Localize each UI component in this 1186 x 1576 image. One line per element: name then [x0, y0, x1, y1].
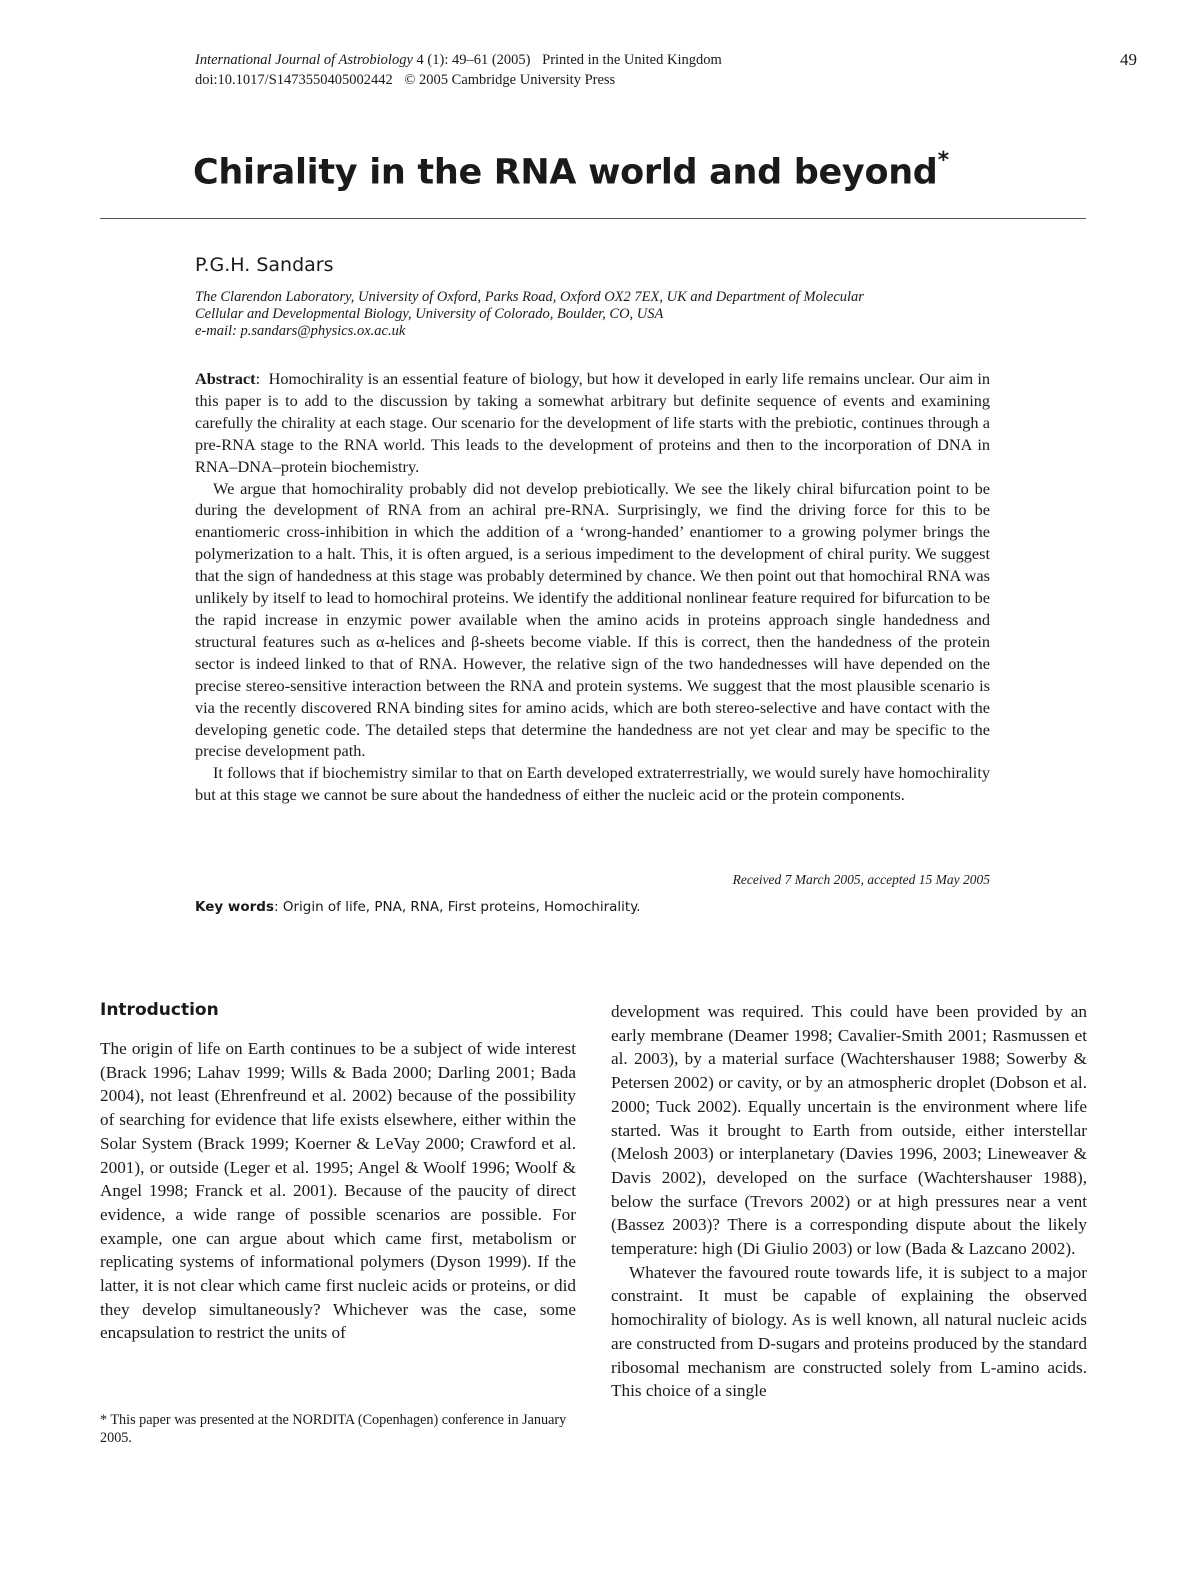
intro-paragraph-2: Whatever the favoured route towards life, it is subject to a major constraint. It must be capable of explaining the observed homochirality of biology. As is well known, all natural nucleic acids are constructed from D-sugars and proteins produced by the standard ribosomal mechanism are constructed solely from L-amino acids. This choice of a single — [611, 1262, 1087, 1401]
doi: doi:10.1017/S1473550405002442 — [195, 72, 393, 88]
title-footnote-mark: * — [937, 148, 949, 173]
abstract-paragraph-3: It follows that if biochemistry similar to that on Earth developed extraterrestrially, we would surely have homochirality but at this stage we cannot be sure about the handedness of either the nucleic acid or the protein components. — [195, 763, 990, 805]
footnote: * This paper was presented at the NORDITA (Copenhagen) conference in January 2005. — [100, 1412, 567, 1446]
header-line-1 — [195, 50, 722, 70]
abstract-paragraph-1: Abstract: Homochirality is an essential feature of biology, but how it developed in early life remains unclear. Our aim in this paper is to add to the discussion by taking a somewhat arbitrary but definite sequence of events and examining carefully the chirality at each stage. Our scenario for the development of life starts with the prebiotic, continues through a pre-RNA stage to the RNA world. This leads to the development of proteins and then to the incorporation of DNA in RNA–DNA–protein biochemistry. — [195, 369, 990, 476]
affiliation-line-2: Cellular and Developmental Biology, University of Colorado, Boulder, CO, USA — [195, 306, 664, 322]
affiliation-line-1: The Clarendon Laboratory, University of Oxford, Parks Road, Oxford OX2 7EX, UK and Department of Molecular — [195, 289, 864, 305]
body-column-right — [611, 1000, 1087, 1403]
abstract — [195, 368, 990, 806]
header-line-2 — [195, 70, 722, 90]
intro-paragraph-1-continued: development was required. This could have been provided by an early membrane (Deamer 1998; Cavalier-Smith 2001; Rasmussen et al. 2003), by a material surface (Wachtershauser 1988; Sowerby & Petersen 2002) or cavity, or by an atmospheric droplet (Dobson et al. 2000; Tuck 2002). Equally uncertain is the environment where life started. Was it brought to Earth from outside, either interstellar (Melosh 2003) or interplanetary (Davies 1996, 2003; Lineweaver & Davis 2002), developed on the surface (Wachtershauser 1988), below the surface (Trevors 2002) or at high pressures near a vent (Bassez 2003)? There is a corresponding dispute about the likely temperature: high (Di Giulio 2003) or low (Bada & Lazcano 2002). — [611, 1002, 1087, 1259]
paper-title-text: Chirality in the RNA world and beyond — [193, 152, 938, 193]
journal-citation: 4 (1): 49–61 (2005) — [416, 52, 531, 68]
running-header — [195, 50, 722, 90]
abstract-label: Abstract — [195, 369, 256, 388]
received-dates: Received 7 March 2005, accepted 15 May 2005 — [732, 872, 990, 887]
author-email: e-mail: p.sandars@physics.ox.ac.uk — [195, 323, 406, 339]
page-number: 49 — [1120, 50, 1137, 69]
author-name: P.G.H. Sandars — [195, 254, 334, 276]
journal-name: International Journal of Astrobiology — [195, 52, 413, 68]
section-heading-introduction: Introduction — [100, 1000, 219, 1020]
abstract-text-1: Homochirality is an essential feature of biology, but how it developed in early life remains unclear. Our aim in this paper is to add to the discussion by taking a somewhat arbitrary but definite sequence of events and examining carefully the chirality at each stage. Our scenario for the development of life starts with the prebiotic, continues through a pre-RNA stage to the RNA world. This leads to the development of proteins and then to the incorporation of DNA in RNA–DNA–protein biochemistry. — [195, 369, 990, 476]
author-affiliation — [195, 289, 995, 340]
copyright: © 2005 Cambridge University Press — [404, 72, 616, 88]
body-column-left — [100, 1037, 576, 1345]
abstract-paragraph-2: We argue that homochirality probably did not develop prebiotically. We see the likely chiral bifurcation point to be during the development of RNA from an achiral pre-RNA. Surprisingly, we find the driving force for this to be enantiomeric cross-inhibition in which the addition of a ‘wrong-handed’ enantiomer to a growing polymer brings the polymerization to a halt. This, it is often argued, is a serious impediment to the development of chiral purity. We suggest that the sign of handedness at this stage was probably determined by chance. We then point out that homochiral RNA was unlikely by itself to lead to homochiral proteins. We identify the additional nonlinear feature required for bifurcation to be the rapid increase in enzymic power available when the amino acids in proteins approach single handedness and structural features such as α-helices and β-sheets become viable. If this is correct, then the handedness of the protein sector is indeed linked to that of RNA. However, the relative sign of the two handednesses will have depended on the precise stereo-sensitive interaction between the RNA and protein systems. We suggest that the most plausible scenario is via the recently discovered RNA binding sites for amino acids, which are both stereo-selective and have contact with the developing genetic code. The detailed steps that determine the handedness are not yet clear and may be specific to the precise development path. — [195, 478, 990, 761]
title-rule — [100, 218, 1086, 219]
intro-paragraph-1: The origin of life on Earth continues to be a subject of wide interest (Brack 1996; Lahav 1999; Wills & Bada 2000; Darling 2001; Bada 2004), not least (Ehrenfreund et al. 2002) because of the possibility of searching for evidence that life exists elsewhere, either within the Solar System (Brack 1999; Koerner & LeVay 2000; Crawford et al. 2001), or outside (Leger et al. 1995; Angel & Woolf 1996; Woolf & Angel 1998; Franck et al. 2001). Because of the paucity of direct evidence, a wide range of possible scenarios are possible. For example, one can argue about which came first, metabolism or replicating systems of informational polymers (Dyson 1999). If the latter, it is not clear which came first nucleic acids or proteins, or did they develop simultaneously? Whichever was the case, some encapsulation to restrict the units of — [100, 1039, 576, 1343]
keywords: Key words: Origin of life, PNA, RNA, First proteins, Homochirality. — [195, 899, 641, 915]
printed-note: Printed in the United Kingdom — [542, 52, 722, 68]
keywords-text: Origin of life, PNA, RNA, First proteins, Homochirality. — [282, 899, 641, 915]
keywords-label: Key words — [195, 899, 274, 915]
paper-title — [193, 148, 949, 193]
